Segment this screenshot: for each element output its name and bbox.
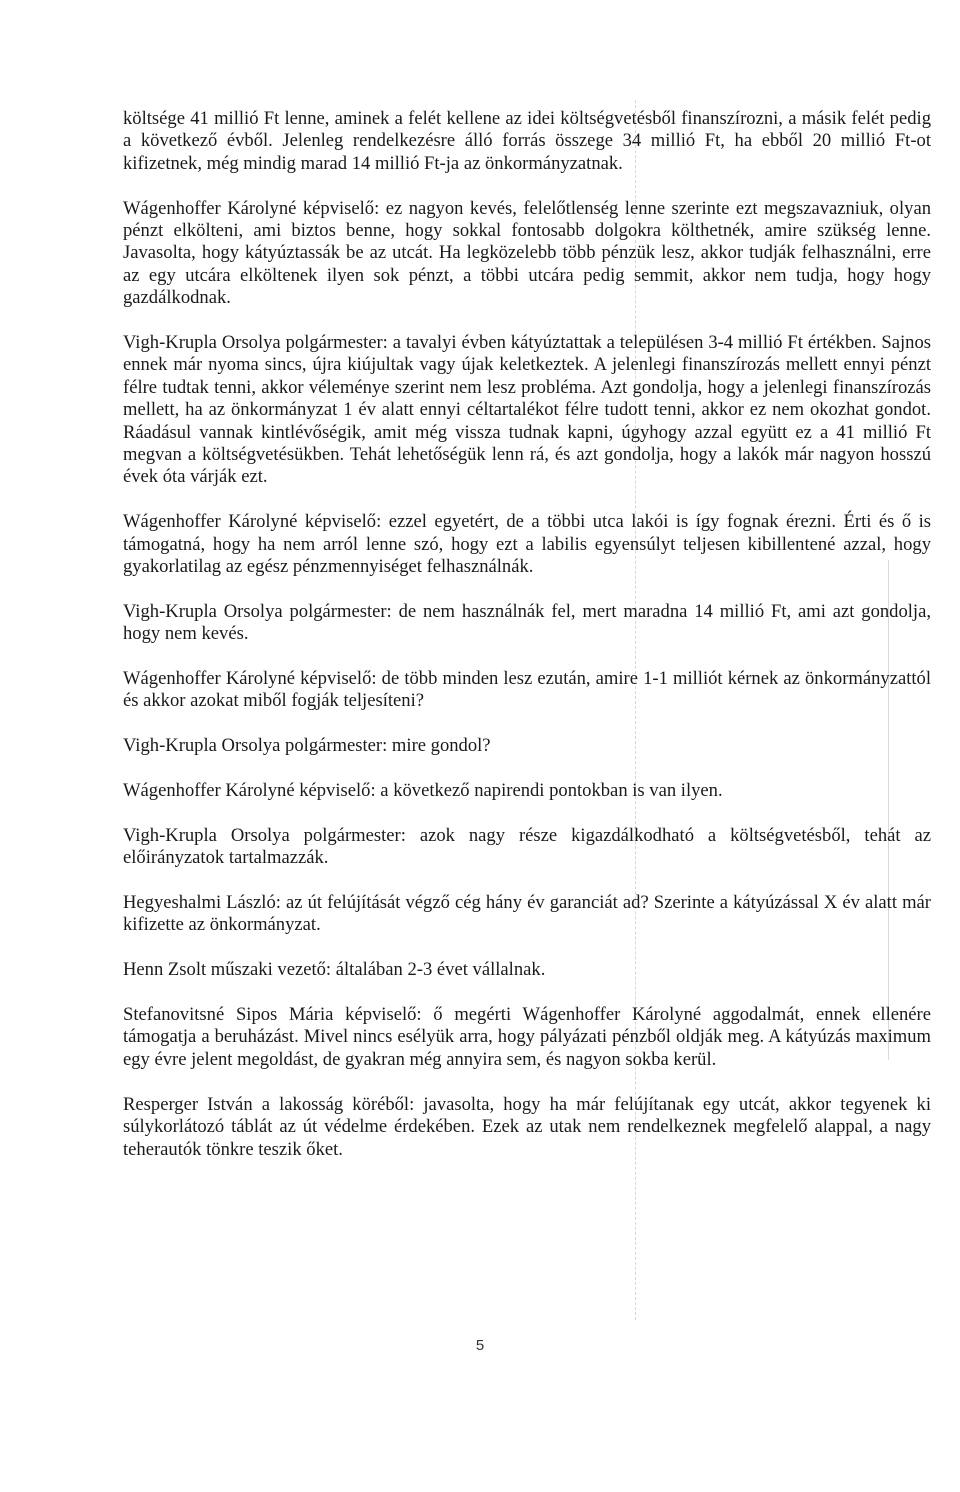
paragraph-wagenhoffer-1: Wágenhoffer Károlyné képviselő: ez nagyon kevés, felelőtlenség lenne szerinte ezt megszavazniuk, olyan pénzt elkölteni, ami biztos benne, hogy sokkal fontosabb dolgokra költhetnék, amire szükség lenne. Javasolta, hogy kátyúztassák be az utcát. Ha legközelebb több pénzük lesz, akkor tudják felhasználni, erre az egy utcára elköltenek ilyen sok pénzt, a többi utcára pedig semmit, akkor nem tudja, hogy hogy gazdálkodnak. — [123, 197, 931, 309]
paragraph-hegyeshalmi: Hegyeshalmi László: az út felújítását végző cég hány év garanciát ad? Szerinte a kátyúzással X év alatt már kifizette az önkormányzat. — [123, 892, 931, 936]
document-body — [123, 108, 931, 1183]
paragraph-wagenhoffer-2: Wágenhoffer Károlyné képviselő: ezzel egyetért, de a többi utca lakói is így fognak érezni. Érti és ő is támogatná, hogy ha nem arról lenne szó, hogy ezt a labilis egyensúlyt teljesen kibillentené azzal, hogy gyakorlatilag az egész pénzmennyiséget felhasználnák. — [123, 511, 931, 578]
paragraph-wagenhoffer-3: Wágenhoffer Károlyné képviselő: de több minden lesz ezután, amire 1-1 milliót kérnek az önkormányzattól és akkor azokat miből fogják teljesíteni? — [123, 668, 931, 712]
paragraph-vigh-krupla-3: Vigh-Krupla Orsolya polgármester: mire gondol? — [123, 735, 491, 757]
paragraph-wagenhoffer-4: Wágenhoffer Károlyné képviselő: a következő napirendi pontokban is van ilyen. — [123, 780, 723, 802]
paragraph-resperger: Resperger István a lakosság köréből: javasolta, hogy ha már felújítanak egy utcát, akkor tegyenek ki súlykorlátozó táblát az út védelme érdekében. Ezek az utak nem rendelkeznek megfelelő alappal, a nagy teherautók tönkre teszik őket. — [123, 1093, 931, 1160]
paragraph-vigh-krupla-1: Vigh-Krupla Orsolya polgármester: a tavalyi évben kátyúztattak a településen 3-4 millió Ft értékben. Sajnos ennek már nyoma sincs, újra kiújultak vagy újak keletkeztek. A jelenlegi finanszírozás mellett ennyi pénzt félre tudtak tenni, akkor véleménye szerint nem lesz probléma. Azt gondolja, hogy a jelenlegi finanszírozás mellett, ha az önkormányzat 1 év alatt ennyi céltartalékot félre tudott tenni, akkor ez nem okozhat gondot. Ráadásul vannak kintlévőségik, amit még vissza tudnak kapni, úgyhogy azzal együtt ez a 41 millió Ft megvan a költségvetésükben. Tehát lehetőségük lenn rá, és azt gondolja, hogy a lakók már nagyon hosszú évek óta várják ezt. — [123, 332, 931, 488]
paragraph-stefanovitsne: Stefanovitsné Sipos Mária képviselő: ő megérti Wágenhoffer Károlyné aggodalmát, ennek ellenére támogatja a beruházást. Mivel nincs esélyük arra, hogy pályázati pénzből oldják meg. A kátyúzás maximum egy évre jelent megoldást, de gyakran még annyira sem, és nagyon sokba kerül. — [123, 1004, 931, 1070]
page-number: 5 — [475, 1337, 485, 1354]
paragraph-vigh-krupla-4: Vigh-Krupla Orsolya polgármester: azok nagy része kigazdálkodható a költségvetésből, tehát az előirányzatok tartalmazzák. — [123, 824, 931, 869]
paragraph-vigh-krupla-2: Vigh-Krupla Orsolya polgármester: de nem használnák fel, mert maradna 14 millió Ft, ami azt gondolja, hogy nem kevés. — [123, 600, 931, 645]
paragraph-henn: Henn Zsolt műszaki vezető: általában 2-3 évet vállalnak. — [123, 959, 546, 981]
paragraph-budget-intro: költsége 41 millió Ft lenne, aminek a felét kellene az idei költségvetésből finanszírozni, a másik felét pedig a következő évből. Jelenleg rendelkezésre álló forrás összege 34 millió Ft, ha ebből 20 millió Ft-ot kifizetnek, még mindig marad 14 millió Ft-ja az önkormányzatnak. — [123, 108, 931, 174]
